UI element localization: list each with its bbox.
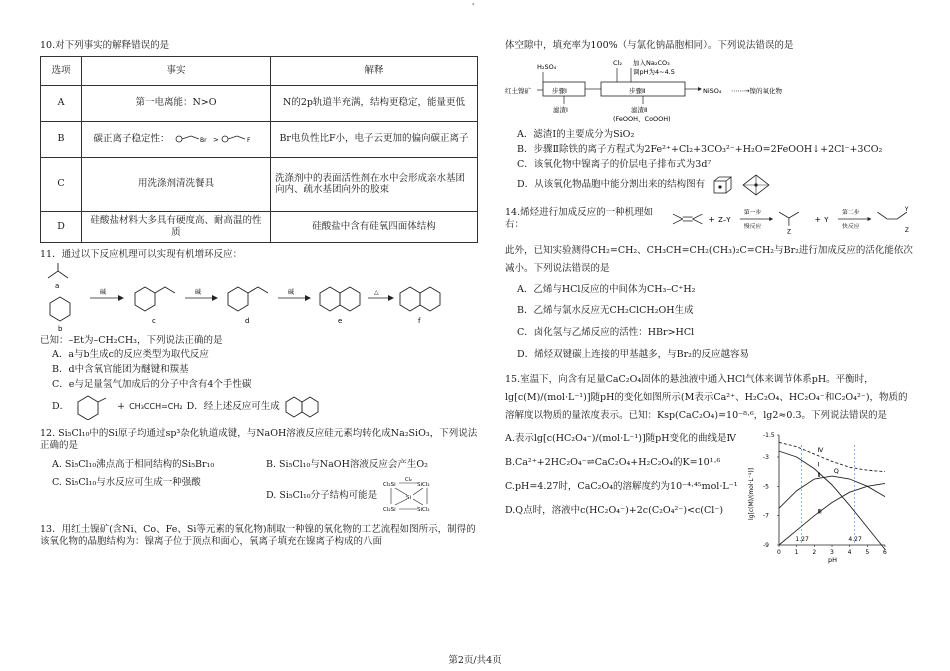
q14-step2: 第二步: [842, 209, 860, 216]
flow-cl2: Cl₂: [613, 58, 622, 67]
cation-f-label: F: [246, 137, 250, 145]
q12-option-b: B. Si₅Cl₁₀与NaOH溶液反应会产生O₂: [266, 458, 428, 470]
q15-option-a: A.表示lg[c(HC₂O₄⁻)/(mol·L⁻¹)]随pH变化的曲线是Ⅳ: [505, 433, 737, 445]
x-tick-label: 4: [847, 549, 852, 557]
q10-row-exp: 硅酸盐中含有硅氧四面体结构: [271, 211, 478, 242]
q14-option-d: D．烯烃双键碳上连接的甲基越多，与Br₂的反应越容易: [517, 349, 749, 361]
q12-options: [52, 456, 480, 518]
q14-title: 14.烯烃进行加成反应的一种机理如右：: [505, 206, 654, 230]
x-tick-label: 0: [777, 549, 781, 557]
crystal-cube-icon: [711, 175, 735, 195]
q11-option-d-text: D．经上述反应可生成: [186, 401, 280, 413]
svg-text:+: +: [708, 214, 716, 224]
x-tick-label: 6: [883, 549, 887, 557]
label-e: e: [338, 316, 343, 325]
series-line-1: [779, 451, 885, 549]
flow-ph: 调pH为4~4.5: [633, 67, 675, 76]
q11-d-reagent: CH₃CCH=CH₂: [129, 402, 183, 411]
q10-row-exp: 洗涤剂中的表面活性剂在水中会形成亲水基团向内、疏水基团向外的胶束: [271, 157, 478, 211]
x-tick-label: 2: [812, 549, 817, 557]
q13-continuation: 体空隙中，填充率为100%（与氯化钠晶胞相同）。下列说法错误的是: [505, 40, 794, 51]
x-tick-label: 3: [830, 549, 834, 557]
q14-option-a: A．乙烯与HCl反应的中间体为CH₃–C⁺H₂: [517, 283, 696, 295]
flow-dots: ⋯⋯→镍的氧化物: [731, 86, 782, 95]
x-tick-label: 1: [794, 549, 799, 557]
q12-option-a: A. Si₅Cl₁₀沸点高于相同结构的Si₅Br₁₀: [52, 458, 215, 470]
q10-table: [40, 56, 478, 243]
bicyclic-product-icon: [284, 394, 324, 420]
label-c: c: [152, 316, 156, 325]
q14-option-b: B．乙烯与氯水反应无CH₂ClCH₂OH生成: [517, 305, 694, 317]
q14-step1: 第一步: [743, 209, 762, 216]
q10-row-exp: N的2p轨道半充满，结构更稳定，能量更低: [271, 85, 478, 121]
q13-title: 13．用红土镍矿(含Ni、Co、Fe、Si等元素的氧化物)制取一种镍的氧化物的工艺流程如图所示，制得的该氧化物的晶胞结构为：镍离子位于顶点和面心，氧离子填充在镍离子构成的八面: [40, 523, 476, 547]
struct-label-1: Cl₂Si: [383, 481, 396, 488]
svg-text:+: +: [814, 214, 822, 224]
q13-option-c: C．该氧化物中镍离子的价层电子排布式为3d⁷: [517, 158, 712, 170]
series-label: Ⅳ: [817, 446, 824, 455]
q10-row-opt: B: [41, 121, 82, 157]
q13-option-b: B．步骤Ⅱ除铁的离子方程式为2Fe²⁺+Cl₂+3CO₃²⁻+H₂O=2FeOOH↓+2Cl⁻+3CO₂: [517, 143, 883, 155]
q10-header-explanation: 解释: [271, 56, 478, 85]
q10-header-option: 选项: [41, 56, 82, 85]
q11-option-a: A．a与b生成c的反应类型为取代反应: [52, 349, 209, 361]
flow-slag2: 滤渣Ⅱ: [631, 105, 648, 114]
compound-a-icon: [48, 271, 68, 278]
x-tick-label: 5: [865, 549, 870, 557]
q12-title: 12. Si₅Cl₁₀中的Si原子均通过sp³杂化轨道成键，与NaOH溶液反应硅元素均转化成Na₂SiO₃，下列说法正确的是: [40, 428, 478, 451]
q15-option-c: C.pH=4.27时，CaC₂O₄的溶解度约为10⁻⁴·⁴⁵mol·L⁻¹: [505, 480, 738, 492]
y-tick-label: -9: [763, 542, 769, 550]
annotation-label: 1.27: [795, 536, 809, 544]
q10-row-fact: [82, 121, 271, 157]
q15-chart: [745, 427, 895, 567]
series-label: Ⅱ: [817, 471, 821, 480]
compound-d-icon: [228, 287, 248, 311]
y-tick-label: -3: [763, 454, 769, 462]
cation-structure-icon: [173, 132, 259, 146]
q10-row-exp: Br电负性比F小，电子云更加的偏向碳正离子: [271, 121, 478, 157]
struct-label-2: SiCl₂: [417, 481, 430, 488]
struct-label-6: Cl₂: [405, 476, 412, 483]
series-label: Ⅰ: [817, 460, 820, 469]
struct-label-3: Cl₂Si: [383, 506, 396, 513]
series-line-2: [779, 476, 885, 508]
q11-option-b: B．d中含氧官能团为醚键和羰基: [52, 364, 189, 376]
q10-row-opt: A: [41, 85, 82, 121]
flow-slag1: 滤渣Ⅰ: [553, 105, 568, 114]
q13-option-a: A．滤渣Ⅰ的主要成分为SiO₂: [517, 128, 635, 140]
label-d: d: [245, 316, 250, 325]
arrow-label-3: 碱: [288, 288, 295, 296]
q11-known: 已知：–Et为–CH₂CH₃，下列说法正确的是: [40, 334, 223, 346]
arrow-label-2: 碱: [195, 288, 202, 296]
top-mark: ': [472, 2, 475, 11]
q13-option-d-text: D．从该氧化物晶胞中能分割出来的结构图有: [517, 178, 706, 190]
q11-option-d: D． + CH₃CCH=CH₂ D．经上述反应可生成: [52, 394, 480, 420]
svg-text:>: >: [212, 136, 219, 145]
q14-text: 此外，已知实验测得CH₂=CH₂、CH₃CH=CH₂(CH₃)₂C=CH₂与Br₂进行加成反应的活化能依次减小。下列说法错误的是: [505, 244, 913, 274]
q14-mechanism: [669, 202, 915, 236]
q10-title: 10.对下列事实的解释错误的是: [40, 40, 170, 51]
compound-e-icon: [320, 287, 340, 311]
struct-label-5: Si: [406, 494, 412, 501]
svg-text:Y: Y: [824, 215, 829, 224]
q11-mechanism-scheme: [40, 263, 480, 333]
flow-start: 红土镍矿: [505, 86, 531, 95]
q11-option-c: C．e与足量氢气加成后的分子中含有4个手性碳: [52, 379, 252, 391]
label-f: f: [418, 316, 421, 325]
struct-label-4: SiCl₂: [417, 506, 430, 513]
y-tick-label: -1.5: [763, 432, 775, 440]
q12-option-c: C. Si₅Cl₁₀与水反应可生成一种强酸: [52, 476, 201, 488]
flow-niso4: NiSO₄: [703, 86, 722, 95]
label-a: a: [55, 281, 60, 290]
q13-flowchart: [505, 56, 905, 126]
q12-option-d-text: D. Si₅Cl₁₀分子结构可能是: [266, 489, 378, 501]
q15-body: [505, 427, 915, 567]
flow-slag2b: (FeOOH、CoOOH): [613, 114, 671, 123]
octahedron-icon: [741, 174, 771, 196]
flow-h2so4: H₂SO₄: [537, 62, 557, 71]
svg-text:Z–Y: Z–Y: [718, 215, 731, 224]
q10-row-fact: 用洗涤剂清洗餐具: [82, 157, 271, 211]
cation-br-label: Br: [199, 137, 207, 145]
compound-b-icon: [50, 297, 70, 321]
y-tick-label: -7: [763, 512, 769, 520]
q10-row-fact: 硅酸盐材料大多具有硬度高、耐高温的性质: [82, 211, 271, 242]
arrow-label-4: △: [374, 288, 379, 296]
q10-row-opt: D: [41, 211, 82, 242]
y-axis-label: lg[c(M)/(mol·L⁻¹)]: [748, 468, 755, 521]
svg-text:Y: Y: [905, 206, 909, 213]
page-footer: 第2页/共4页: [448, 655, 502, 666]
q14-slow: 慢反应: [743, 223, 762, 230]
svg-text:Z: Z: [905, 227, 910, 234]
right-column: [505, 40, 915, 567]
flow-add: 加入Na₂CO₃: [633, 58, 670, 67]
q15-options: [505, 427, 745, 567]
q10-header-fact: 事实: [82, 56, 271, 85]
y-tick-label: -5: [763, 483, 769, 491]
q10-fact-text: 碳正离子稳定性：: [93, 133, 170, 145]
annotation-label: Q: [833, 467, 839, 476]
series-line-4: [779, 443, 885, 472]
q15-option-b: B.Ca²⁺+2HC₂O₄⁻⇌CaC₂O₄+H₂C₂O₄的K=10¹·⁶: [505, 457, 721, 469]
q14-option-c: C．卤化氢与乙烯反应的活性：HBr>HCl: [517, 327, 695, 339]
q14-fast: 快反应: [842, 223, 860, 230]
q10-row-fact: 第一电离能：N>O: [82, 85, 271, 121]
q11-title: 11．通过以下反应机理可以实现有机增环反应：: [40, 248, 243, 260]
x-axis-label: pH: [828, 556, 838, 565]
series-label: Ⅲ: [817, 507, 822, 516]
q14-header: [505, 202, 915, 236]
q13-option-d: [517, 174, 915, 196]
q15-option-d: D.Q点时，溶液中c(HC₂O₄⁻)+2c(C₂O₄²⁻)<c(Cl⁻): [505, 504, 724, 516]
cyclohexanone-icon: [73, 394, 113, 420]
flow-step2: 步骤Ⅱ: [629, 86, 646, 95]
annotation-label: 4.27: [848, 536, 862, 544]
q15-title: 15.室温下，向含有足量CaC₂O₄固体的悬浊液中通入HCl气体来调节体系pH。平衡时，lg[c(M)/(mol·L⁻¹)]随pH的变化如图所示(M表示Ca²⁺、H₂C₂O₄、HC₂O₄⁻和C₂O₄²⁻)，物质的溶解度以物质的量浓度表示。已知：Ksp(CaC₂O₄)=10⁻⁸·⁶，lg2≈0.3。下列说法错误的是: [505, 374, 908, 422]
q10-row-opt: C: [41, 157, 82, 211]
si5cl10-structure-icon: [381, 477, 441, 515]
svg-text:Z: Z: [787, 229, 792, 236]
arrow-label-1: 碱: [100, 288, 107, 296]
compound-c-icon: [135, 287, 155, 311]
flow-step1: 步骤Ⅰ: [552, 86, 567, 95]
label-b: b: [58, 324, 63, 333]
compound-f-icon: [400, 287, 420, 311]
left-column: [40, 40, 480, 547]
q12-option-d: [266, 477, 480, 515]
